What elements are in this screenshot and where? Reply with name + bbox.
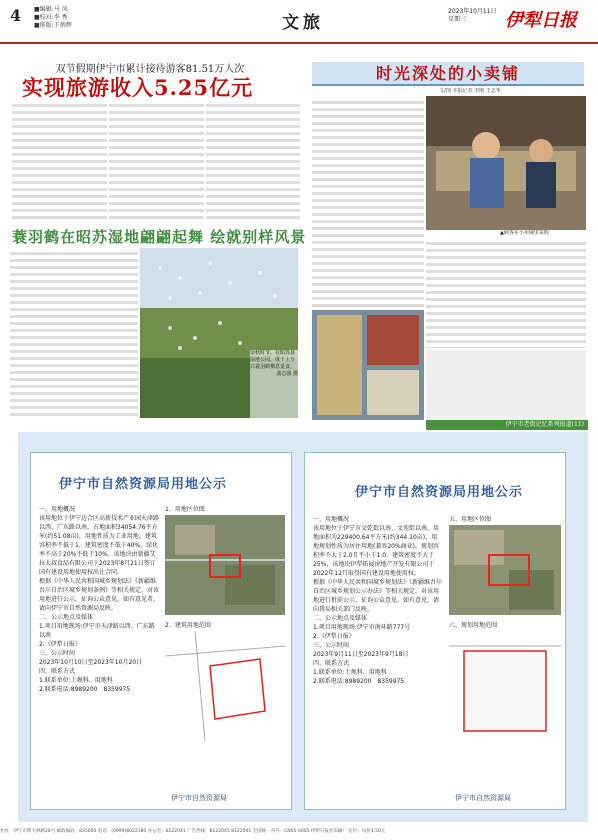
map1-label: 1、用地区位图 <box>165 506 205 513</box>
notice-left-org: 伊宁市自然资源局 <box>171 794 227 802</box>
contact-unit: 1.联系单位:土规科、用地科 <box>39 677 113 684</box>
list-item: 2.《伊犁日报》 <box>39 641 81 648</box>
map2-label: 2、建筑用地范围 <box>165 622 211 629</box>
paragraph: 该用地位于伊宁边合区高新技术产业园天津路以西、广东路以南，占地面积34054.76平方米(约51.08亩)，用地性质为工业用地，建筑容积率不低于1，建筑密度不低于40%，绿化率不高于20%不低于10%。该地块由新疆艾拉大叔食品有限公司于2023年8月21日签订国有建设用地使用权出让合同。 <box>39 515 160 576</box>
location-map <box>165 515 285 615</box>
notice-right-org: 伊宁市自然资源局 <box>455 794 511 802</box>
layout-line: ■排版:王炳辉 <box>34 22 72 29</box>
series-banner: 伊宁市老街记忆系列报道(11) <box>426 420 588 430</box>
page-number: 4 <box>10 6 22 25</box>
section-heading: 二、公示地点及媒体 <box>313 615 368 622</box>
notice-right-title: 伊宁市自然资源局用地公示 <box>355 485 524 500</box>
section-heading: 三、公示时间 <box>313 642 350 649</box>
list-item: 1.项目用地现场:伊宁市天津路以西、广东路以南 <box>39 623 155 639</box>
shop-photo-caption: ▲顾客在小卖铺里采购 <box>500 230 549 236</box>
weekday-text: 星期三 <box>448 16 467 23</box>
article3-qr-area <box>426 350 586 420</box>
editor-credits <box>34 6 72 30</box>
section-heading: 一、用地概况 <box>39 506 76 513</box>
caption-credit: 蒲志强 摄 <box>276 371 298 377</box>
paragraph: 该用地位于伊宁市文乾街以南、文苑街以南，用地面积为229400.64平方米(约344.10亩)，用地规划性质为居住用地(兼容20%商业)。规划容积率不大于2.0且不小于1.0，建筑密度不大于25%，该地块伊犁拓展房地产开发有限公司于2022年12月取得国有建设用地使用权。 <box>313 525 440 577</box>
article2-headline: 蓑羽鹤在昭苏湿地翩翩起舞 绘就别样风景 <box>12 228 307 246</box>
notice-left-title: 伊宁市自然资源局用地公示 <box>59 477 228 492</box>
article1-headline: 实现旅游收入5.25亿元 <box>22 75 254 100</box>
proofreader-line: ■校对:李 秀 <box>34 14 68 21</box>
notice-left <box>30 452 292 810</box>
map4-label: 六、规划用地范围 <box>449 622 498 629</box>
date-text: 2023年10月11日 <box>448 8 497 15</box>
notice-right-body <box>313 515 443 805</box>
notice-period: 2023年9月11日至2023年9月18日 <box>313 651 409 658</box>
editor-line: ■编辑:马 凤 <box>34 6 68 13</box>
contact-phone: 2.联系电话:8989200 8359975 <box>39 686 131 693</box>
section-heading: 四、联系方式 <box>39 668 76 675</box>
notice-period: 2023年10月10日至2023年10月20日 <box>39 659 143 666</box>
photo-caption <box>250 350 298 420</box>
notice-right <box>304 452 566 810</box>
land-scope-map <box>449 631 561 751</box>
article3-body-col2 <box>426 238 586 348</box>
notice-left-body <box>39 505 159 805</box>
article3-body-col1 <box>312 97 424 307</box>
map3-label: 五、用地区位图 <box>449 516 492 523</box>
paragraph: 根据《中华人民共和国城乡规划法》《新疆维吾尔自治区城乡规划条例》等相关规定，对该用地进行公示，征询公众意见。如有意见者，请向伊宁市自然资源局反映。 <box>39 578 160 612</box>
article1-subtitle: 双节假期伊宁市累计接待游客81.51万人次 <box>55 64 245 75</box>
section-heading: 四、联系方式 <box>313 660 350 667</box>
page-header <box>0 0 598 44</box>
paragraph: 根据《中华人民共和国城乡规划法》《新疆维吾尔自治区城乡规划公示办法》等相关规定，对该用地进行批前公示，征询公众意见。如有意见，请向我局相关部门反映。 <box>313 579 443 613</box>
section-title: 文旅 <box>282 13 324 33</box>
article3-byline: 文/图 本报记者 李刚 王志华 <box>439 88 501 94</box>
section-heading: 二、公示地点及媒体 <box>39 614 94 621</box>
contact-phone: 2.联系电话:8989200 8359975 <box>313 678 405 685</box>
masthead-logo: 伊犁日报 <box>505 10 577 31</box>
section-heading: 一、用地概况 <box>313 516 350 523</box>
page-footer: 社址：伊宁市斯大林路28号 邮政编码：835000 电话：(0999)8022180 办公室：8122041 广告热线：8122045 8122041 全国统一刊号：CN65-0005 伊犁日报社印刷厂 定价：每份1.50元 <box>0 829 386 834</box>
contact-unit: 1.联系单位:土规科、用地科 <box>313 669 387 676</box>
article2-body <box>10 248 138 418</box>
issue-date <box>448 8 497 24</box>
section-heading: 三、公示时间 <box>39 650 76 657</box>
shopkeeper-photo <box>426 96 586 230</box>
caption-text: 金秋时节，在昭苏县湿地公园，成千上万只蓑羽鹤栖息觅食。 <box>250 350 296 370</box>
article3-headline: 时光深处的小卖铺 <box>312 62 584 86</box>
store-interior-photo <box>312 310 424 420</box>
article1-body <box>12 100 302 220</box>
list-item: 1.项目用地现场:伊宁市南环路777号 <box>313 624 411 631</box>
land-scope-map <box>165 631 285 741</box>
list-item: 2.《伊犁日报》 <box>313 633 355 640</box>
location-map <box>449 525 561 615</box>
